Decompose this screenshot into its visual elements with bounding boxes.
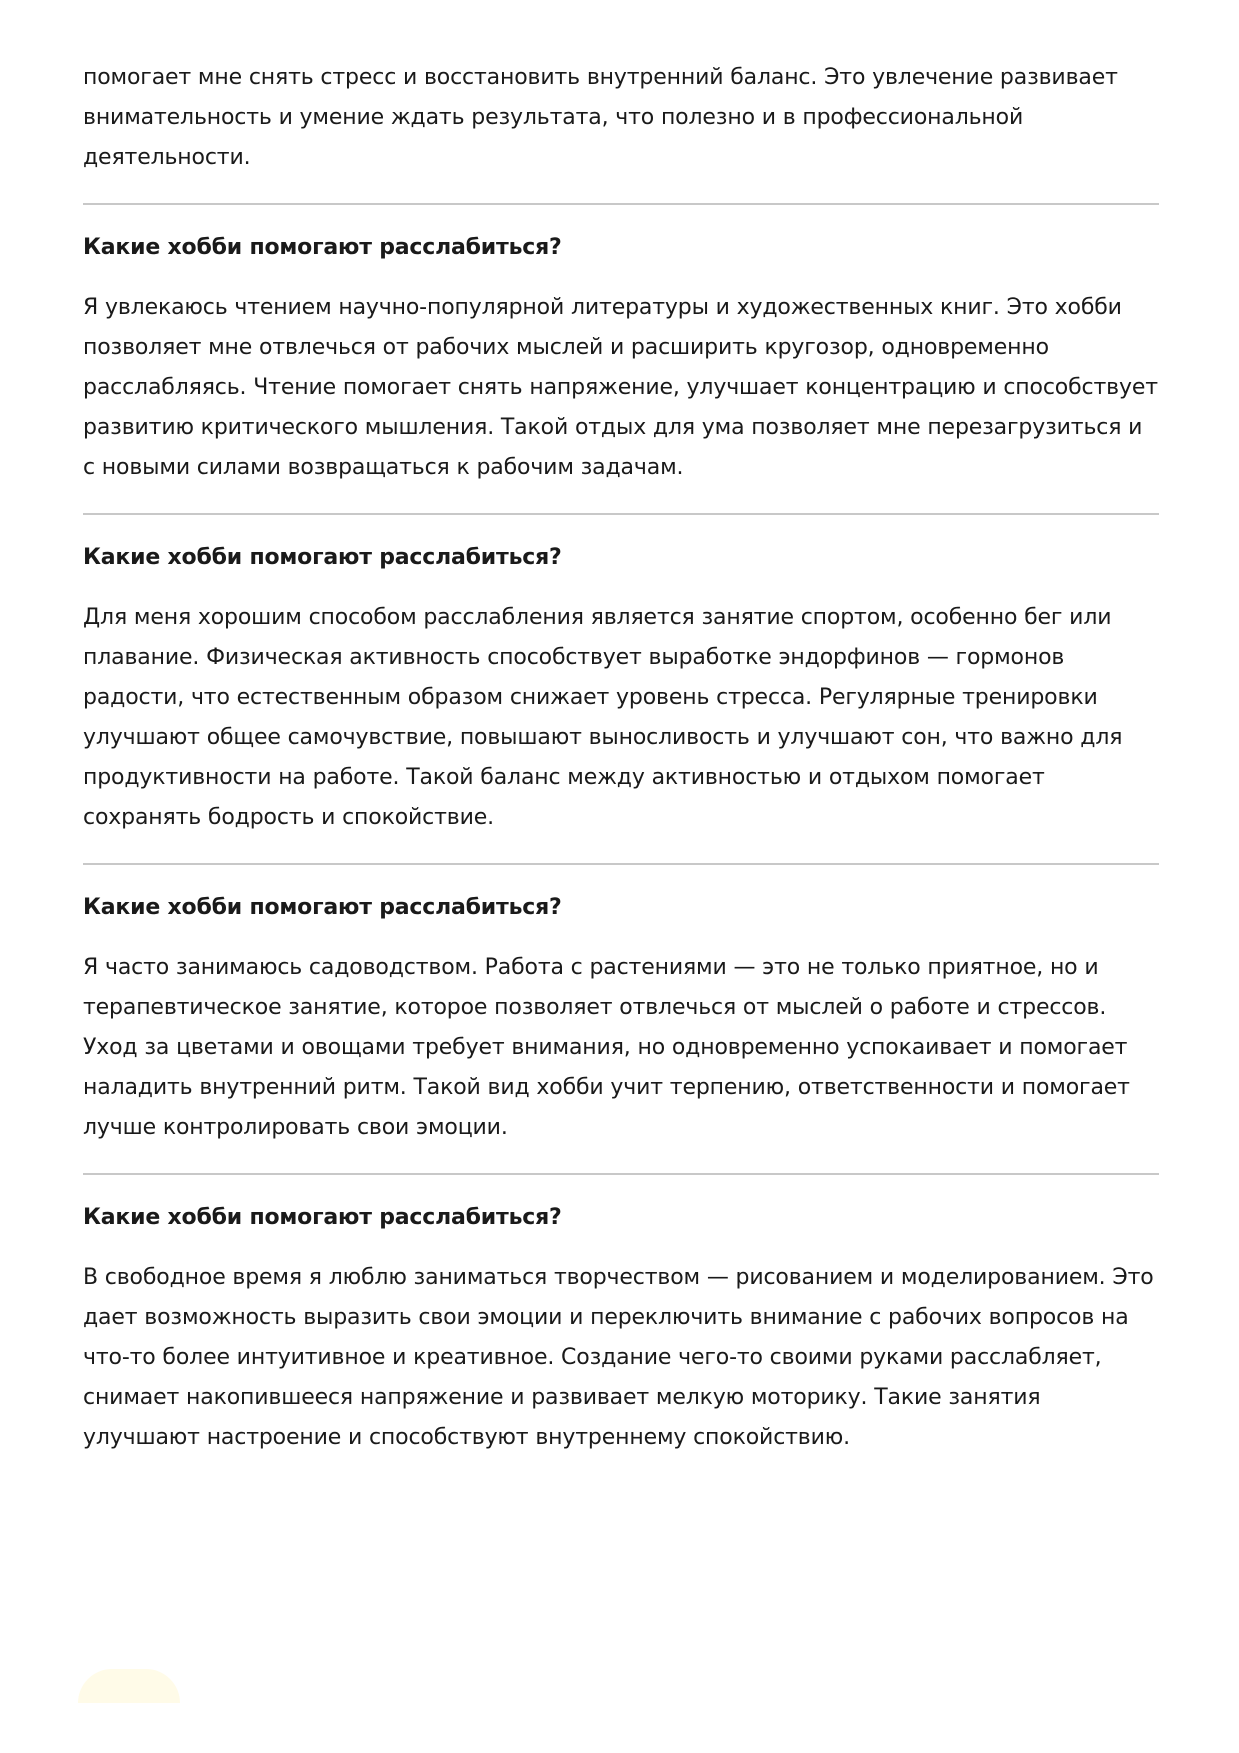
document-page: [83, 58, 1159, 1458]
answer-paragraph: Я увлекаюсь чтением научно-популярной литературы и художественных книг. Это хобби позволяет мне отвлечься от рабочих мыслей и расширить кругозор, одновременно расслабляясь. Чтение помогает снять напряжение, улучшает концентрацию и способствует развитию критического мышления. Такой отдых для ума позволяет мне перезагрузиться и с новыми силами возвращаться к рабочим задачам.: [83, 295, 1158, 480]
qa-section-4: [83, 1203, 1159, 1458]
question-heading: Какие хобби помогают расслабиться?: [83, 545, 562, 570]
question-heading: Какие хобби помогают расслабиться?: [83, 235, 562, 260]
qa-section-3: [83, 893, 1159, 1148]
answer-paragraph: В свободное время я люблю заниматься творчеством — рисованием и моделированием. Это дает возможность выразить свои эмоции и переключить внимание с рабочих вопросов на что-то более интуитивное и креативное. Создание чего-то своими руками расслабляет, снимает накопившееся напряжение и развивает мелкую моторику. Такие занятия улучшают настроение и способствуют внутреннему спокойствию.: [83, 1265, 1154, 1450]
question-heading: Какие хобби помогают расслабиться?: [83, 895, 562, 920]
qa-section-1: [83, 233, 1159, 488]
section-divider: [83, 513, 1159, 515]
question-heading: Какие хобби помогают расслабиться?: [83, 1205, 562, 1230]
section-divider: [83, 1173, 1159, 1175]
footer-decoration: [78, 1669, 180, 1703]
section-divider: [83, 203, 1159, 205]
section-divider: [83, 863, 1159, 865]
intro-paragraph: помогает мне снять стресс и восстановить внутренний баланс. Это увлечение развивает внимательность и умение ждать результата, что полезно и в профессиональной деятельности.: [83, 65, 1118, 170]
answer-paragraph: Для меня хорошим способом расслабления является занятие спортом, особенно бег или плавание. Физическая активность способствует выработке эндорфинов — гормонов радости, что естественным образом снижает уровень стресса. Регулярные тренировки улучшают общее самочувствие, повышают выносливость и улучшают сон, что важно для продуктивности на работе. Такой баланс между активностью и отдыхом помогает сохранять бодрость и спокойствие.: [83, 605, 1123, 830]
qa-section-2: [83, 543, 1159, 838]
answer-paragraph: Я часто занимаюсь садоводством. Работа с растениями — это не только приятное, но и терапевтическое занятие, которое позволяет отвлечься от мыслей о работе и стрессов. Уход за цветами и овощами требует внимания, но одновременно успокаивает и помогает наладить внутренний ритм. Такой вид хобби учит терпению, ответственности и помогает лучше контролировать свои эмоции.: [83, 955, 1130, 1140]
